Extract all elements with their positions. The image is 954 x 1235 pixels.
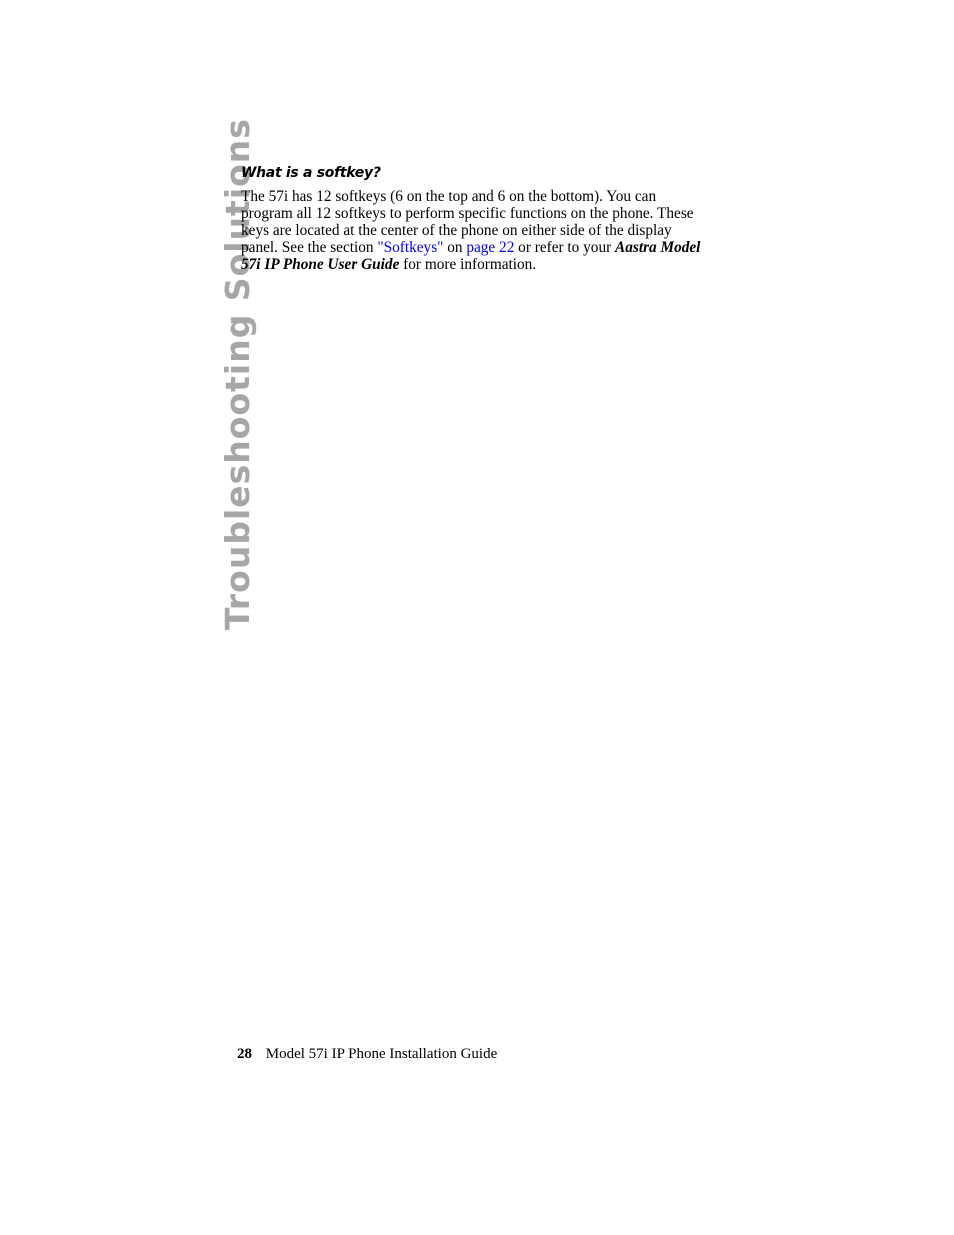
- chapter-side-tab: Troubleshooting Solutions: [218, 118, 257, 630]
- section-heading: What is a softkey?: [241, 165, 381, 181]
- paragraph-text: or refer to your: [514, 239, 616, 256]
- paragraph-text: on: [443, 239, 467, 256]
- main-content: [241, 163, 711, 273]
- paragraph-text: The 57i has 12 softkeys (6 on the top and 6 on the bottom). You can program all 12 softkeys to perform specific functions on the phone. These keys are located at the center of the phone on either side of the display panel. See the section: [241, 188, 694, 256]
- page-number: 28: [237, 1046, 252, 1062]
- footer-doc-title: Model 57i IP Phone Installation Guide: [265, 1046, 498, 1062]
- page-footer: [237, 1046, 497, 1063]
- user-guide-title: Aastra Model 57i IP Phone User Guide: [241, 239, 701, 273]
- softkeys-section-link[interactable]: "Softkeys": [377, 239, 444, 256]
- section-paragraph: [241, 188, 711, 273]
- page-reference-link[interactable]: page 22: [466, 239, 515, 256]
- paragraph-text: for more information.: [399, 256, 537, 273]
